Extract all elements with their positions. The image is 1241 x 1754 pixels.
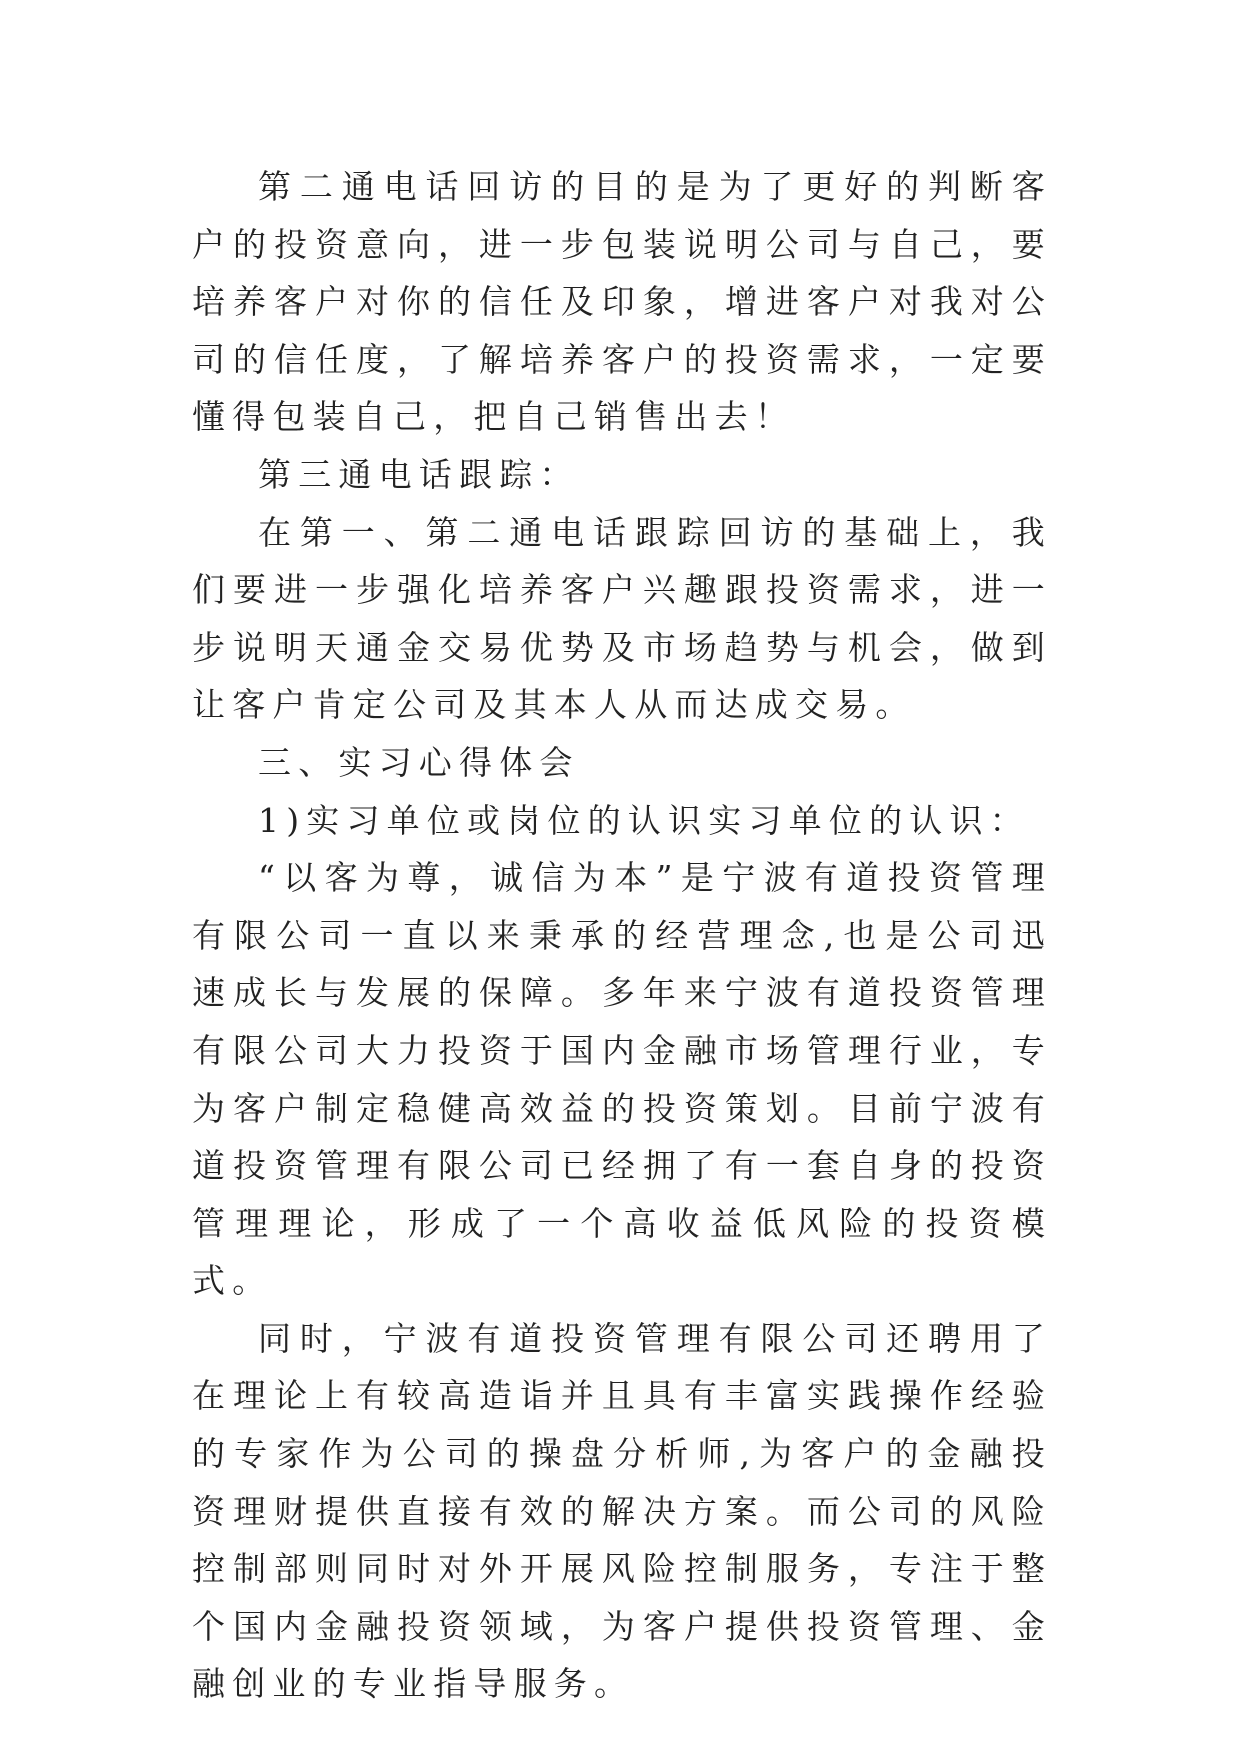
paragraph-company-experts: 同时，宁波有道投资管理有限公司还聘用了在理论上有较高造诣并且具有丰富实践操作经验的专家作为公司的操盘分析师,为客户的金融投资理财提供直接有效的解决方案。而公司的风险控制部则同时对外开展风险控制服务，专注于整个国内金融投资领域，为客户提供投资管理、金融创业的专业指导服务。 [192,1318,1052,1704]
subsection-heading-company-understanding: 1)实习单位或岗位的认识实习单位的认识： [258,800,1030,840]
section-heading-internship-experience: 三、实习心得体会 [258,742,580,782]
paragraph-third-call-heading: 第三通电话跟踪： [258,454,580,494]
paragraph-company-philosophy: “以客为尊，诚信为本”是宁波有道投资管理有限公司一直以来秉承的经营理念,也是公司迅速成长与发展的保障。多年来宁波有道投资管理有限公司大力投资于国内金融市场管理行业，专为客户制定稳健高效益的投资策划。目前宁波有道投资管理有限公司已经拥了有一套自身的投资管理理论，形成了一个高收益低风险的投资模式。 [192,858,1052,1301]
document-body [192,158,1052,1713]
paragraph-second-call-purpose: 第二通电话回访的目的是为了更好的判断客户的投资意向，进一步包装说明公司与自己，要培养客户对你的信任及印象，增进客户对我对公司的信任度，了解培养客户的投资需求，一定要懂得包装自己，把自己销售出去！ [192,167,1052,437]
paragraph-third-call-detail: 在第一、第二通电话跟踪回访的基础上，我们要进一步强化培养客户兴趣跟投资需求，进一步说明天通金交易优势及市场趋势与机会，做到让客户肯定公司及其本人从而达成交易。 [192,512,1052,725]
